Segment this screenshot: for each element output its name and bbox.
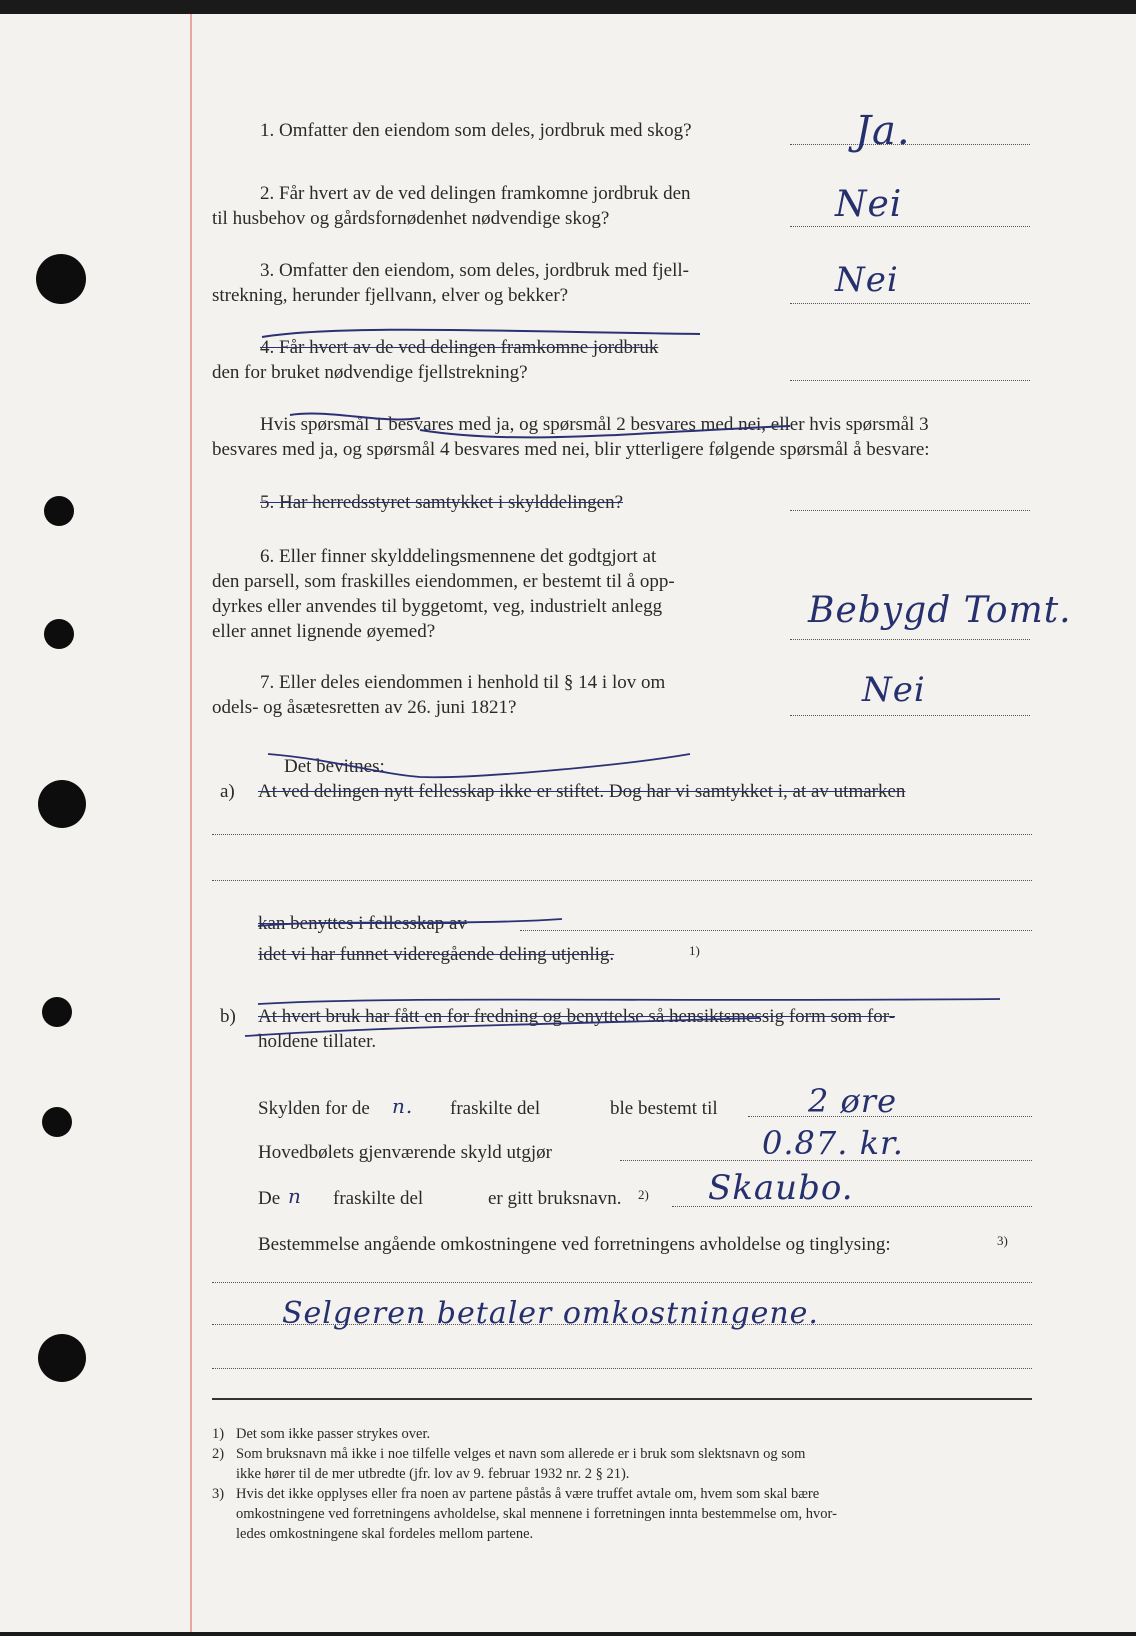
fill-line [520,930,1032,931]
question-6-line-3: dyrkes eller anvendes til byggetomt, veg, industrielt anlegg [212,596,663,617]
hovedbol-value: 0.87. kr. [762,1124,904,1162]
question-7-line-2: odels- og åsætesretten av 26. juni 1821? [212,697,517,718]
omkostning-label: Bestemmelse angående omkostningene ved forretningens avholdelse og tinglysing: [258,1234,891,1255]
question-6-line-1: 6. Eller finner skylddelingsmennene det godtgjort at [260,546,657,567]
question-5: 5. Har herredsstyret samtykket i skylddelingen? [260,492,624,513]
bruksnavn-label-b: fraskilte del [333,1188,424,1209]
question-2-line-2: til husbehov og gårdsfornødenhet nødvendige skog? [212,208,610,229]
fill-line [212,880,1032,881]
punch-hole [44,619,74,649]
answer-line [790,715,1030,716]
answer-line [790,226,1030,227]
question-1: 1. Omfatter den eiendom som deles, jordbruk med skog? [260,120,692,141]
answer-line [790,380,1030,381]
footnote-2-mark: 2) [212,1446,225,1462]
question-7-line-1: 7. Eller deles eiendommen i henhold til § 14 i lov om [260,672,666,693]
answer-3: Nei [835,260,899,300]
answer-line [790,639,1030,640]
punch-hole [38,1334,86,1382]
footnote-ref: 3) [997,1233,1008,1248]
bruksnavn-label-c: er gitt bruksnavn. [488,1188,622,1209]
fill-line [212,1282,1032,1283]
attest-heading: Det bevitnes: [284,756,385,777]
punch-hole [36,254,86,304]
condition-line-1: Hvis spørsmål 1 besvares med ja, og spørsmål 2 besvares med nei, eller hvis spørsmål 3 [260,414,929,435]
question-2-line-1: 2. Får hvert av de ved delingen framkomne jordbruk den [260,183,691,204]
bruksnavn-hand-suffix: n [288,1184,302,1208]
footnote-3-line-1: Hvis det ikke opplyses eller fra noen av partene påstås å være truffet avtale om, hvem som skal bære [236,1486,820,1502]
footnote-3-line-2: omkostningene ved forretningens avholdelse, skal mennene i forretningen innta bestemmelse om, hvor- [236,1506,837,1522]
footnote-2-line-2: ikke hører til de mer utbredte (jfr. lov av 9. februar 1932 nr. 2 § 21). [236,1466,630,1482]
answer-line [790,303,1030,304]
skyld-value: 2 øre [808,1082,898,1120]
answer-6: Bebygd Tomt. [808,590,1072,631]
skyld-hand-suffix: n. [392,1094,414,1118]
answer-line [790,510,1030,511]
footnote-3-line-3: ledes omkostningene skal fordeles mellom partene. [236,1526,534,1542]
fill-line [212,1368,1032,1369]
bruksnavn-label: De [258,1188,281,1209]
condition-line-2: besvares med ja, og spørsmål 4 besvares med nei, blir ytterligere følgende spørsmål å besvare: [212,439,930,460]
footnote-1: Det som ikke passer strykes over. [236,1426,431,1442]
question-3-line-1: 3. Omfatter den eiendom, som deles, jordbruk med fjell- [260,260,689,281]
pen-strike-marks [0,14,1136,1632]
skyld-label-c: ble bestemt til [610,1098,718,1119]
footnote-2-line-1: Som bruksnavn må ikke i noe tilfelle velges et navn som allerede er i bruk som slektsnavn og som [236,1446,806,1462]
hovedbol-label: Hovedbølets gjenværende skyld utgjør [258,1142,552,1163]
footnote-3-mark: 3) [212,1486,225,1502]
question-4-line-1: 4. Får hvert av de ved delingen framkomne jordbruk [260,337,659,358]
attest-a-line-2: kan benyttes i fellesskap av [258,913,467,934]
attest-a-line-3: idet vi har funnet videregående deling utjenlig. [258,944,615,965]
question-4-line-2: den for bruket nødvendige fjellstrekning? [212,362,528,383]
punch-hole [42,1107,72,1137]
attest-b-label: b) [220,1006,236,1027]
attest-a-label: a) [220,781,235,802]
answer-7: Nei [862,670,926,710]
fill-line [212,834,1032,835]
question-6-line-2: den parsell, som fraskilles eiendommen, er bestemt til å opp- [212,571,675,592]
attest-b-text: At hvert bruk har fått en for fredning og benyttelse så hensiktsmessig form som for- [258,1006,896,1027]
footnote-ref: 1) [689,943,700,958]
footnote-divider [212,1398,1032,1400]
punch-hole [44,496,74,526]
question-6-line-4: eller annet lignende øyemed? [212,621,436,642]
punch-hole [38,780,86,828]
answer-1: Ja. [855,108,911,154]
skyld-label-b: fraskilte del [450,1098,541,1119]
answer-2: Nei [835,184,903,225]
footnote-1-mark: 1) [212,1426,225,1442]
attest-b-line-2: holdene tillater. [258,1031,377,1052]
attest-a-text: At ved delingen nytt fellesskap ikke er stiftet. Dog har vi samtykket i, at av utmarken [258,781,906,802]
punch-hole [42,997,72,1027]
omkostning-value: Selgeren betaler omkostningene. [282,1296,819,1331]
skyld-label: Skylden for de [258,1098,370,1119]
document-page [0,14,1136,1632]
footnote-ref: 2) [638,1187,649,1202]
bruksnavn-value: Skaubo. [708,1168,854,1208]
margin-line [190,14,192,1632]
question-3-line-2: strekning, herunder fjellvann, elver og bekker? [212,285,569,306]
